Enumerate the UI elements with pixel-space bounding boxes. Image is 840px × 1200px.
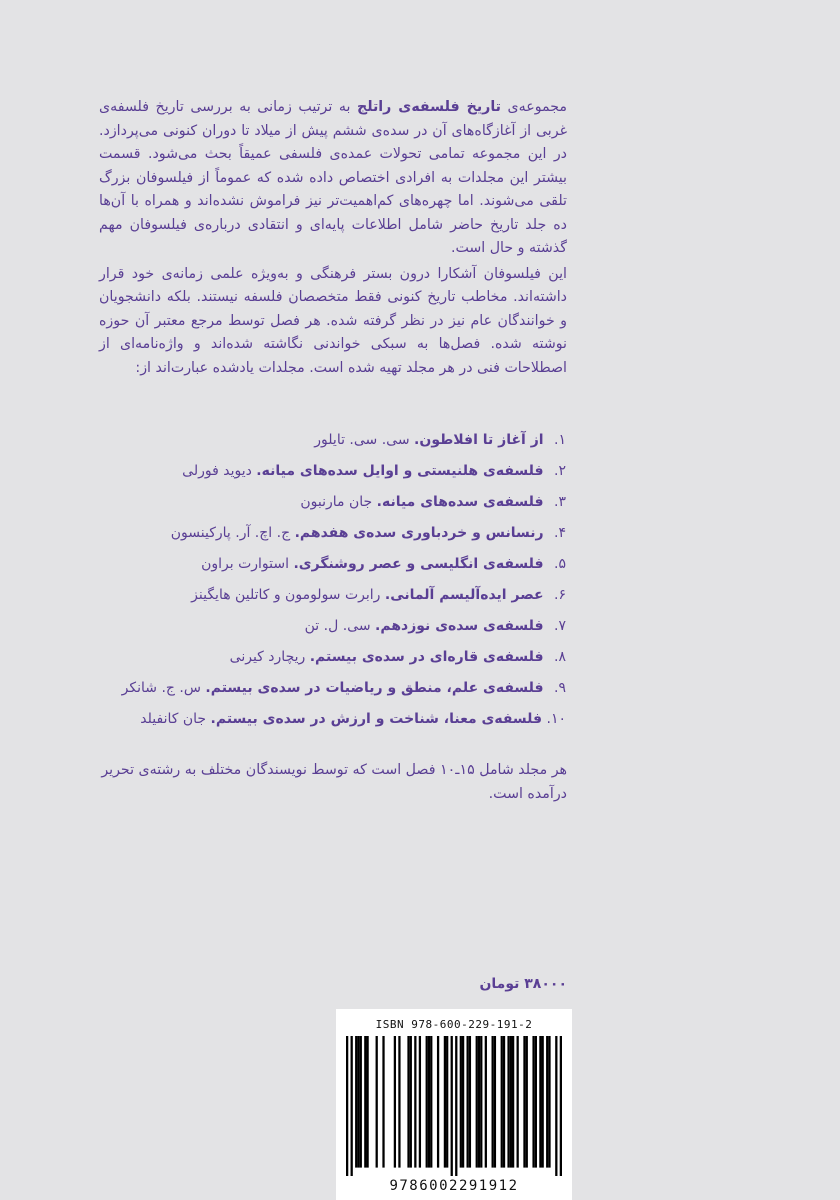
barcode-bar	[503, 1036, 505, 1168]
volume-item	[100, 549, 566, 580]
barcode-bar	[426, 1036, 428, 1168]
ean-digits: 9786002291912	[389, 1178, 519, 1194]
volume-title: عصر ایده‌آلیسم آلمانی.	[384, 587, 544, 603]
volume-item	[100, 456, 566, 487]
barcode-bar	[555, 1036, 557, 1176]
barcode-bar	[548, 1036, 550, 1168]
barcode-bar	[467, 1036, 469, 1168]
barcode-bar	[382, 1036, 384, 1168]
barcode-bar	[437, 1036, 439, 1168]
series-title: تاریخ فلسفه‌ی راتلج	[356, 99, 501, 115]
barcode-bar	[523, 1036, 525, 1168]
barcode-bars	[346, 1036, 562, 1176]
chapters-note	[99, 759, 567, 806]
volume-author: س. ج. شانکر	[121, 680, 201, 696]
barcode-bar	[480, 1036, 482, 1168]
chapters-note-text: هر مجلد شامل ۱۵ـ۱۰ فصل است که توسط نویسندگان مختلف به رشته‌ی تحریر درآمده است.	[101, 762, 567, 802]
barcode-bar	[478, 1036, 480, 1168]
barcode-bar	[355, 1036, 357, 1168]
volume-item	[100, 487, 566, 518]
volume-author: جان مارنبون	[300, 494, 373, 510]
barcode-bar	[507, 1036, 509, 1168]
volume-title: از آغاز تا افلاطون.	[414, 432, 544, 448]
volume-item	[100, 580, 566, 611]
barcode-bar	[357, 1036, 359, 1168]
volume-item	[100, 518, 566, 549]
intro-prefix: مجموعه‌ی	[501, 99, 568, 115]
volume-title: فلسفه‌ی علم، منطق و ریاضیات در سده‌ی بیستم.	[205, 680, 544, 696]
barcode-bar	[444, 1036, 446, 1168]
barcode-bar	[517, 1036, 519, 1168]
volume-number: ۵.	[554, 556, 566, 572]
barcode-bar	[360, 1036, 362, 1168]
barcode-bar	[510, 1036, 512, 1168]
barcode-bar	[485, 1036, 487, 1168]
series-description	[99, 96, 567, 380]
volume-author: جان کانفیلد	[140, 711, 207, 727]
volume-title: فلسفه‌ی سده‌های میانه.	[376, 494, 544, 510]
volume-author: رابرت سولومون و کاتلین هایگینز	[191, 587, 381, 603]
volume-item	[100, 425, 566, 456]
barcode-bar	[398, 1036, 400, 1168]
barcode-bar	[407, 1036, 409, 1168]
barcode-bar	[419, 1036, 421, 1168]
barcode-bar	[546, 1036, 548, 1168]
volume-item	[100, 611, 566, 642]
intro-paragraph-2: این فیلسوفان آشکارا درون بستر فرهنگی و به‌ویژه علمی زمانه‌ی خود قرار داشته‌اند. مخاطب تاریخ کنونی فقط متخصصان فلسفه نیستند. بلکه دانشجویان و خوانندگان عام نیز در نظر گرفته شده. هر فصل توسط مرجع معتبر آن حوزه نوشته شده. فصل‌ها به سبکی خواندنی نگاشته شده‌اند و واژه‌نامه‌ای از اصطلاحات فنی در هر مجلد تهیه شده است. مجلدات یادشده عبارت‌اند از:	[99, 265, 567, 376]
barcode-bar	[476, 1036, 478, 1168]
barcode-bar	[526, 1036, 528, 1168]
volume-number: ۷.	[554, 618, 566, 634]
barcode-bar	[532, 1036, 534, 1168]
barcode-bar	[501, 1036, 503, 1168]
volume-number: ۴.	[554, 525, 566, 541]
barcode-bar	[451, 1036, 453, 1176]
volume-author: دیوید فورلی	[182, 463, 252, 479]
barcode-bar	[410, 1036, 412, 1168]
barcode-panel	[336, 1009, 572, 1200]
volume-title: فلسفه‌ی معنا، شناخت و ارزش در سده‌ی بیستم.	[210, 711, 543, 727]
barcode-bar	[494, 1036, 496, 1168]
barcode-bar	[428, 1036, 430, 1168]
barcode-bar	[469, 1036, 471, 1168]
isbn-text: ISBN 978-600-229-191-2	[375, 1018, 533, 1031]
barcode-bar	[492, 1036, 494, 1168]
price-label: ۳۸۰۰۰ تومان	[479, 976, 567, 992]
volume-number: ۱۰.	[546, 711, 566, 727]
barcode-bar	[460, 1036, 462, 1168]
volume-item	[100, 673, 566, 704]
barcode-bar	[535, 1036, 537, 1168]
barcode-bar	[376, 1036, 378, 1168]
volume-list	[100, 425, 566, 735]
barcode-bar	[455, 1036, 457, 1176]
intro-paragraph-1	[99, 96, 567, 261]
barcode-bar	[542, 1036, 544, 1168]
barcode-bar	[366, 1036, 368, 1168]
volume-number: ۸.	[554, 649, 566, 665]
volume-author: سی. سی. تایلور	[314, 432, 410, 448]
volume-number: ۳.	[554, 494, 566, 510]
volume-author: استوارت براون	[201, 556, 290, 572]
volume-author: ریچارد کیرنی	[229, 649, 306, 665]
volume-number: ۹.	[554, 680, 566, 696]
barcode-bar	[512, 1036, 514, 1168]
volume-item	[100, 642, 566, 673]
volume-title: فلسفه‌ی هلنیستی و اوایل سده‌های میانه.	[256, 463, 544, 479]
intro-body: به ترتیب زمانی به بررسی تاریخ فلسفه‌ی غربی از آغازگاه‌های آن در سده‌ی ششم پیش از میلاد تا دوران کنونی می‌پردازد. در این مجموعه تمامی تحولات عمده‌ی فلسفی عمیقاً بحث می‌شود. قسمت بیشتر این مجلدات به افرادی اختصاص داده شده که عموماً از فیلسوفان بزرگ تلقی می‌شوند. اما چهره‌های کم‌اهمیت‌تر نیز فراموش نشده‌اند و همراه با آن‌ها ده جلد تاریخ حاضر شامل اطلاعات پایه‌ای و انتقادی درباره‌ی فیلسوفان مهم گذشته و حال است.	[99, 99, 567, 256]
volume-author: سی. ل. تن	[304, 618, 371, 634]
volume-number: ۱.	[554, 432, 566, 448]
volume-author: ج. اچ. آر. پارکینسون	[170, 525, 291, 541]
barcode-bar	[351, 1036, 353, 1176]
barcode-bar	[394, 1036, 396, 1168]
barcode-bar	[560, 1036, 562, 1176]
volume-title: رنسانس و خردباوری سده‌ی هفدهم.	[294, 525, 544, 541]
barcode-bar	[462, 1036, 464, 1168]
volume-number: ۲.	[554, 463, 566, 479]
barcode-bar	[539, 1036, 541, 1168]
barcode-bar	[446, 1036, 448, 1168]
volume-title: فلسفه‌ی قاره‌ای در سده‌ی بیستم.	[309, 649, 544, 665]
barcode-bar	[430, 1036, 432, 1168]
volume-item	[100, 704, 566, 735]
volume-title: فلسفه‌ی سده‌ی نوزدهم.	[375, 618, 544, 634]
volume-title: فلسفه‌ی انگلیسی و عصر روشنگری.	[293, 556, 544, 572]
volume-number: ۶.	[554, 587, 566, 603]
barcode-bar	[414, 1036, 416, 1168]
barcode-bar	[346, 1036, 348, 1176]
barcode-bar	[364, 1036, 366, 1168]
